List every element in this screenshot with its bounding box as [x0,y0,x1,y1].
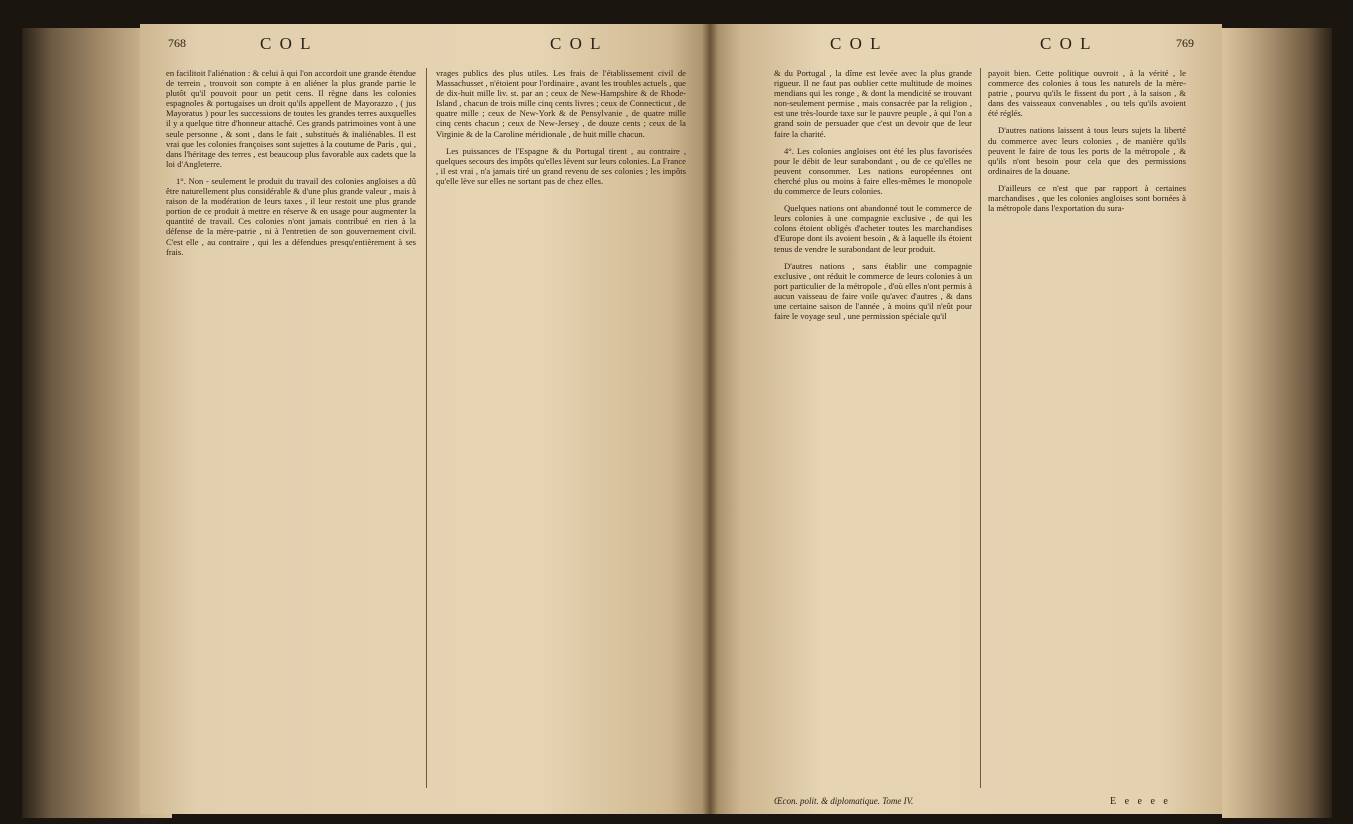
page-edges-right [1222,28,1332,818]
text-column-a [166,68,416,264]
paragraph: D'ailleurs ce n'est que par rapport à certaines marchandises , que les colonies angloises sont bornées à la métropole dans l'exportation du sura- [988,182,1186,214]
running-head: C O L [550,34,603,53]
column-rule [980,68,981,788]
page-number: 768 [168,36,186,50]
paragraph: vrages publics des plus utiles. Les frais de l'établissement civil de Massachusset , n'étoient pour l'ordinaire , avant les troubles actuels , que de dix-huit mille liv. st. par an ; ceux de New-Hampshire & de Rhode-Island , chacun de trois mille cinq cents livres ; ceux de Connecticut , de quatre mille ; ceux de New-York & de Pensylvanie , de quatre mille cinq cents chacun ; ceux de New-Jersey , de douze cents ; ceux de la Virginie & de la Caroline méridionale , de huit mille chacun. [436,68,686,139]
paragraph: Les puissances de l'Espagne & du Portugal tirent , au contraire , quelques secours des impôts qu'elles lèvent sur leurs colonies. La France , il est vrai , n'a jamais tiré un grand revenu de ses colonies ; les impôts qu'elle lève sur elles ne sortant pas de chez elles. [436,145,686,186]
paragraph: 4°. Les colonies angloises ont été les plus favorisées pour le débit de leur surabondant , ou de ce qu'elles ne peuvent consommer. Les nations européennes ont cherché plus ou moins à faire elles-mêmes le monopole du commerce de leurs colonies. [774,145,972,197]
column-rule [426,68,427,788]
open-book [22,10,1332,818]
right-page [710,24,1222,814]
running-head: C O L [1040,34,1093,53]
paragraph: D'autres nations laissent à tous leurs sujets la liberté du commerce avec leurs colonies , de manière qu'ils peuvent le faire de tous les ports de la métropole , & qu'ils n'ont besoin pour cela que des permissions ordinaires de la douane. [988,125,1186,176]
text-column-b [436,68,686,193]
left-page [140,24,710,814]
paragraph: & du Portugal , la dîme est levée avec la plus grande rigueur. Il ne faut pas oublier cette multitude de moines mendians qui les ronge , & dont la mendicité se trouvant non-seulement permise , mais consacrée par la religion , est une très-lourde taxe sur le pauvre peuple , à qui l'on a grand soin de persuader que c'est un devoir que de leur faire la charité. [774,68,972,139]
paragraph: en facilitoit l'aliénation : & celui à qui l'on accordoit une grande étendue de terrein , trouvoit son compte à en aliéner la plus grande partie le plutôt qu'il pouvoit pour un petit cens. Il règne dans les colonies espagnoles & portugaises un droit qu'ils appellent de Mayorazzo , ( jus Mayoratus ) pour les successions de toutes les grandes terres auxquelles il y a quelque titre d'honneur attaché. Ces grands patrimoines vont à une seule personne , & sont , dans le fait , substitués & inaliénables. Il est vrai que les colonies françoises sont sujettes à la coutume de Paris , qui , dans l'héritage des terres , est beaucoup plus favorable aux cadets que la loi d'Angleterre. [166,68,416,169]
paragraph: Quelques nations ont abandonné tout le commerce de leurs colonies à une compagnie exclusive , de qui les colons étoient obligés d'acheter toutes les marchandises d'Europe dont ils avoient besoin , & à laquelle ils étoient tenus de vendre le surabondant de leur produit. [774,203,972,254]
text-column-a [774,68,972,328]
paragraph: 1°. Non - seulement le produit du travail des colonies angloises a dû être naturellement plus considérable & d'une plus grande valeur , mais à raison de la modération de leurs taxes , il leur restoit une plus grande portion de ce produit à mettre en réserve & en usage pour augmenter la quantité de travail. Ces colonies n'ont jamais contribué en rien à la défense de la mère-patrie , ni à l'entretien de son gouvernement civil. C'est elle , au contraire , qui les a défendues presqu'entièrement à ses frais. [166,175,416,257]
page-number: 769 [1176,36,1194,50]
running-head: C O L [830,34,883,53]
paragraph: D'autres nations , sans établir une compagnie exclusive , ont réduit le commerce de leurs colonies à un port particulier de la métropole , d'où elles n'ont permis à aucun vaisseau de faire voile qu'avec d'autres , & dans une certaine saison de l'année , à moins qu'il n'eût pour faire le voyage seul , une permission spéciale qu'il [774,260,972,322]
signature-mark: E e e e e [1110,796,1171,807]
running-head: C O L [260,34,313,53]
footer-title: Œcon. polit. & diplomatique. Tome IV. [774,796,914,806]
book-gutter [702,24,718,814]
text-column-b [988,68,1186,220]
paragraph: payoit bien. Cette politique ouvroit , à la vérité , le commerce des colonies à tous les naturels de la mère-patrie , pourvu qu'ils le fissent du port , à la saison , & dans des vaisseaux convenables , ou tels qu'ils avoient été réglés. [988,68,1186,119]
